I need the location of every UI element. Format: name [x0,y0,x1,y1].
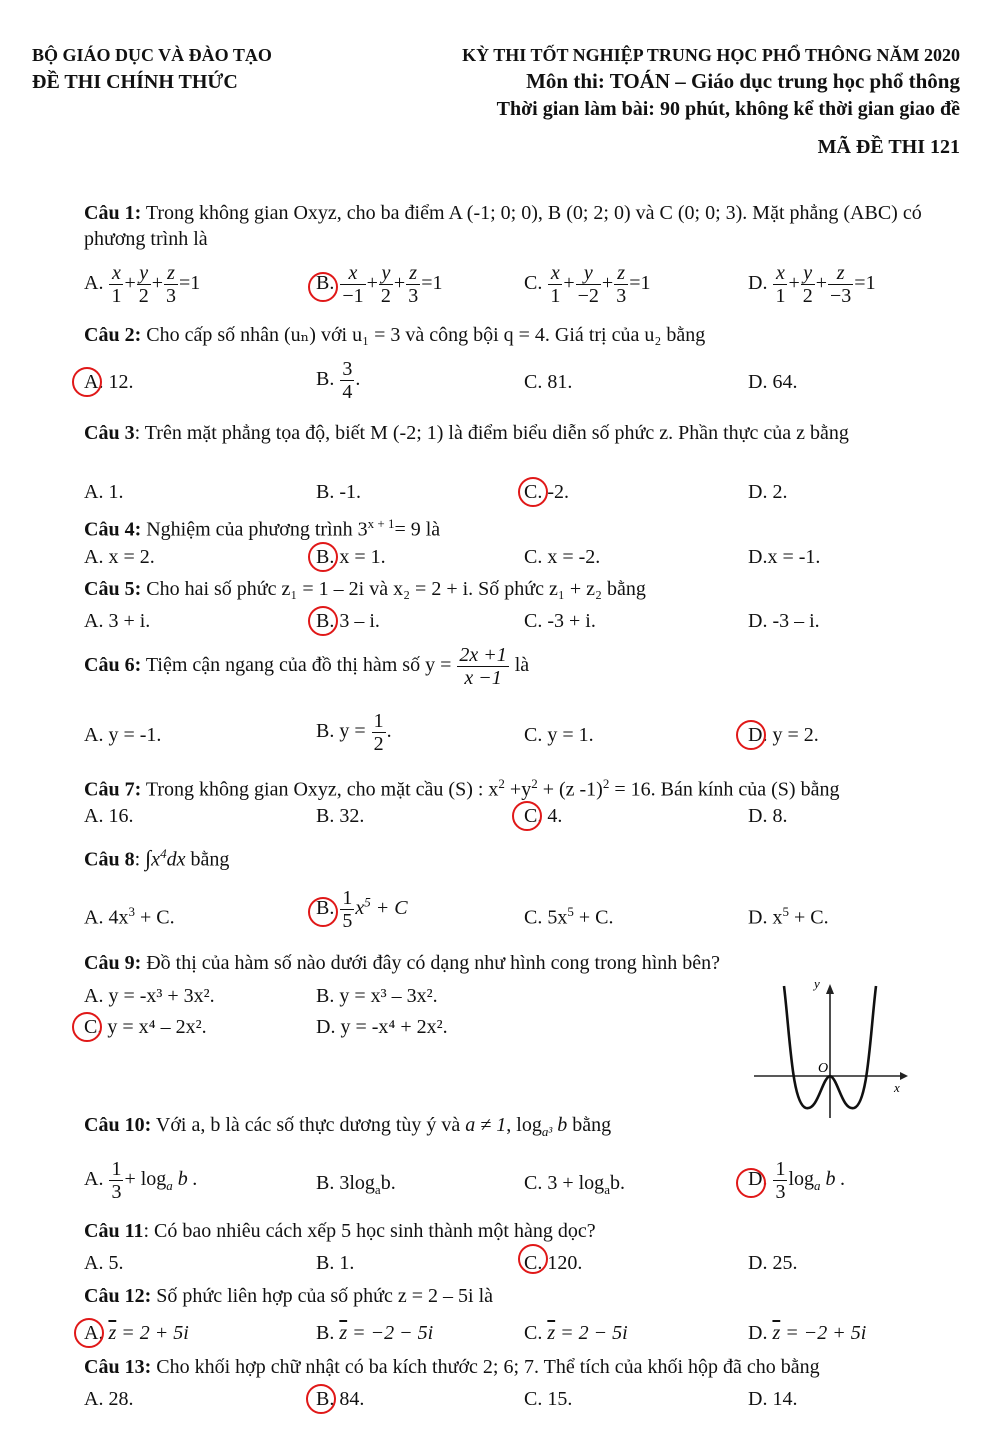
q11-option-b[interactable]: B. 1. [316,1252,355,1274]
question-text: Số phức liên hợp của số phức z = 2 – 5i là [151,1285,494,1307]
q8-option-b[interactable]: B. $\frac{1}{5}$ $x^5 + C$ [316,887,408,932]
question-label: Câu 4: [84,518,142,541]
x-axis-arrow-icon [900,1072,908,1080]
option-letter: A. [84,272,104,295]
question-label: Câu 10: [84,1114,152,1136]
question-8: Câu 8: $\int x^4dx$ bằng [84,845,230,871]
question-9 [84,950,960,976]
q10-option-c[interactable]: C. $3 + \log_ab$. [524,1172,625,1197]
question-12 [84,1283,960,1309]
q7-option-d[interactable]: D. 8. [748,805,788,827]
question-7: Câu 7: Trong không gian Oxyz, cho mặt cầu (S) : $x^2 +y^2 + (z$ -1)$^2$ = 16. Bán kính của (S) bằng [84,776,840,801]
question-label: Câu 6: [84,654,142,677]
q4-option-b[interactable]: B. x = 1. [316,546,386,568]
q5-option-b[interactable]: B. 3 – i. [316,610,380,632]
q3-option-b[interactable]: B. -1. [316,481,361,503]
q4-option-d[interactable]: D.x = -1. [748,546,821,568]
q1-option-c[interactable]: C. $\frac{x}{1}$ + $\frac{y}{-2}$ + $\frac{z}{3}$ =1 [524,262,651,307]
q10-option-b[interactable]: B. $3\log_ab$. [316,1172,396,1197]
question-text: Tiệm cận ngang của đồ thị hàm số y = [141,654,457,677]
q7-option-b[interactable]: B. 32. [316,805,365,827]
axis-label-y: y [814,976,820,991]
q7-option-c[interactable]: C. 4. [524,805,563,827]
q1-option-d[interactable]: D. $\frac{x}{1}$ + $\frac{y}{2}$ + $\frac{z}{-3}$ =1 [748,262,876,307]
q1-option-a[interactable]: A. $\frac{x}{1}$ + $\frac{y}{2}$ + $\frac{z}{3}$ =1 [84,262,201,307]
question-label: Câu 12: [84,1285,152,1307]
question-3 [84,420,960,446]
q12-option-b[interactable]: B. $\overline{z} = -2 - 5i$ [316,1322,434,1344]
exam-subject: Môn thi: TOÁN – Giáo dục trung học phổ thông [526,69,960,93]
option-letter: C. [524,272,543,295]
q12-option-c[interactable]: C. $\overline{z} = 2 - 5i$ [524,1322,628,1344]
q6-option-b[interactable]: B. y = $\frac{1}{2}$ . [316,710,392,755]
ministry-name: BỘ GIÁO DỤC VÀ ĐÀO TẠO [32,45,272,65]
question-2 [84,322,960,348]
q2-option-a[interactable]: A. 12. [84,371,134,393]
question-text: Trong không gian Oxyz, cho ba điểm A (-1; 0; 0), B (0; 2; 0) và C (0; 0; 3). Mặt phẳng (ABC) có phương trình là [84,202,922,250]
q8-option-a[interactable]: A. $4x^3 + C$. [84,904,175,929]
q12-option-a[interactable]: A. $\overline{z} = 2 + 5i$ [84,1322,189,1344]
question-4: Câu 4: Nghiệm của phương trình $3^{x + 1}= 9$ là [84,516,441,541]
q3-option-c[interactable]: C. -2. [524,481,569,503]
question-text: : Có bao nhiêu cách xếp 5 học sinh thành một hàng dọc? [143,1220,596,1242]
question-5 [84,576,960,602]
q6-option-d[interactable]: D. y = 2. [748,724,819,746]
q10-option-a[interactable]: A. $\frac{1}{3}$ + $\log_a b$ . [84,1158,198,1203]
question-text: Cho khối hợp chữ nhật có ba kích thước 2; 6; 7. Thể tích của khối hộp đã cho bằng [151,1356,820,1378]
question-11 [84,1218,960,1244]
question-text: Cho hai số phức z₁ = 1 – 2i và x₂ = 2 + i. Số phức z₁ + z₂ bằng [141,578,646,600]
q3-option-d[interactable]: D. 2. [748,481,788,503]
question-label: Câu 1: [84,202,142,224]
q13-option-d[interactable]: D. 14. [748,1388,798,1410]
q8-option-d[interactable]: D. $x^5 + C$. [748,904,829,929]
q1-option-b[interactable]: B. $\frac{x}{-1}$ + $\frac{y}{2}$ + $\frac{z}{3}$ =1 [316,262,443,307]
question-13 [84,1354,960,1380]
origin-label: O [818,1061,829,1076]
question-label: Câu 11 [84,1220,144,1242]
q11-option-c[interactable]: C. 120. [524,1252,583,1274]
question-label: Câu 13: [84,1356,152,1378]
question-text: Với a, b là các số thực dương tùy ý và [151,1114,466,1136]
function-graph [748,976,918,1124]
q2-option-c[interactable]: C. 81. [524,371,573,393]
question-text: Trong không gian Oxyz, cho mặt cầu (S) : x [141,778,499,801]
q13-option-b[interactable]: B. 84. [316,1388,365,1410]
q2-option-d[interactable]: D. 64. [748,371,798,393]
q9-option-b[interactable]: B. y = x³ – 3x². [316,985,438,1007]
q9-option-a[interactable]: A. y = -x³ + 3x². [84,985,215,1007]
q5-option-a[interactable]: A. 3 + i. [84,610,151,632]
q4-option-a[interactable]: A. x = 2. [84,546,155,568]
q8-option-c[interactable]: C. $5x^5 + C$. [524,904,614,929]
question-text: Đồ thị của hàm số nào dưới đây có dạng như hình cong trong hình bên? [141,952,721,974]
q6-option-c[interactable]: C. y = 1. [524,724,594,746]
question-label: Câu 8 [84,848,135,871]
q4-option-c[interactable]: C. x = -2. [524,546,601,568]
question-label: Câu 2: [84,324,142,346]
official-exam-label: ĐỀ THI CHÍNH THỨC [32,71,238,93]
question-1 [84,200,960,252]
question-text: Cho cấp số nhân (uₙ) với u₁ = 3 và công bội q = 4. Giá trị của u₂ bằng [141,324,706,346]
axis-label-x: x [894,1080,900,1095]
q10-option-d[interactable]: D. $\frac{1}{3}$ $\log_a b$ . [748,1158,846,1203]
q3-option-a[interactable]: A. 1. [84,481,124,503]
q13-option-c[interactable]: C. 15. [524,1388,573,1410]
q13-option-a[interactable]: A. 28. [84,1388,134,1410]
question-label: Câu 7: [84,778,142,801]
y-axis-arrow-icon [826,984,834,994]
exam-title: KỲ THI TỐT NGHIỆP TRUNG HỌC PHỔ THÔNG NĂM 2020 [462,45,960,65]
q5-option-c[interactable]: C. -3 + i. [524,610,596,632]
q6-option-a[interactable]: A. y = -1. [84,724,162,746]
q5-option-d[interactable]: D. -3 – i. [748,610,820,632]
q2-option-b[interactable]: B. $\frac{3}{4}$ . [316,358,361,403]
question-label: Câu 5: [84,578,142,600]
q9-option-c[interactable]: C. y = x⁴ – 2x². [84,1016,207,1038]
q11-option-a[interactable]: A. 5. [84,1252,124,1274]
q11-option-d[interactable]: D. 25. [748,1252,798,1274]
question-10: Câu 10: Với a, b là các số thực dương tùy ý và a ≠ 1, $\log_{a^3} b$ bằng [84,1114,612,1139]
q9-option-d[interactable]: D. y = -x⁴ + 2x². [316,1016,448,1038]
question-text: : Trên mặt phẳng tọa độ, biết M (-2; 1) là điểm biểu diễn số phức z. Phần thực của z bằng [134,422,849,444]
question-label: Câu 3 [84,422,135,444]
q7-option-a[interactable]: A. 16. [84,805,134,827]
question-6: Câu 6: Tiệm cận ngang của đồ thị hàm số y = $\frac{2x +1}{x -1}$ là [84,644,530,689]
option-letter: B. [316,272,335,295]
question-text: Nghiệm của phương trình 3 [141,518,368,541]
option-letter: D. [748,272,768,295]
question-label: Câu 9: [84,952,142,974]
exam-code: MÃ ĐỀ THI 121 [817,136,960,158]
q12-option-d[interactable]: D. $\overline{z} = -2 + 5i$ [748,1322,867,1344]
exam-duration: Thời gian làm bài: 90 phút, không kể thời gian giao đề [496,98,960,120]
